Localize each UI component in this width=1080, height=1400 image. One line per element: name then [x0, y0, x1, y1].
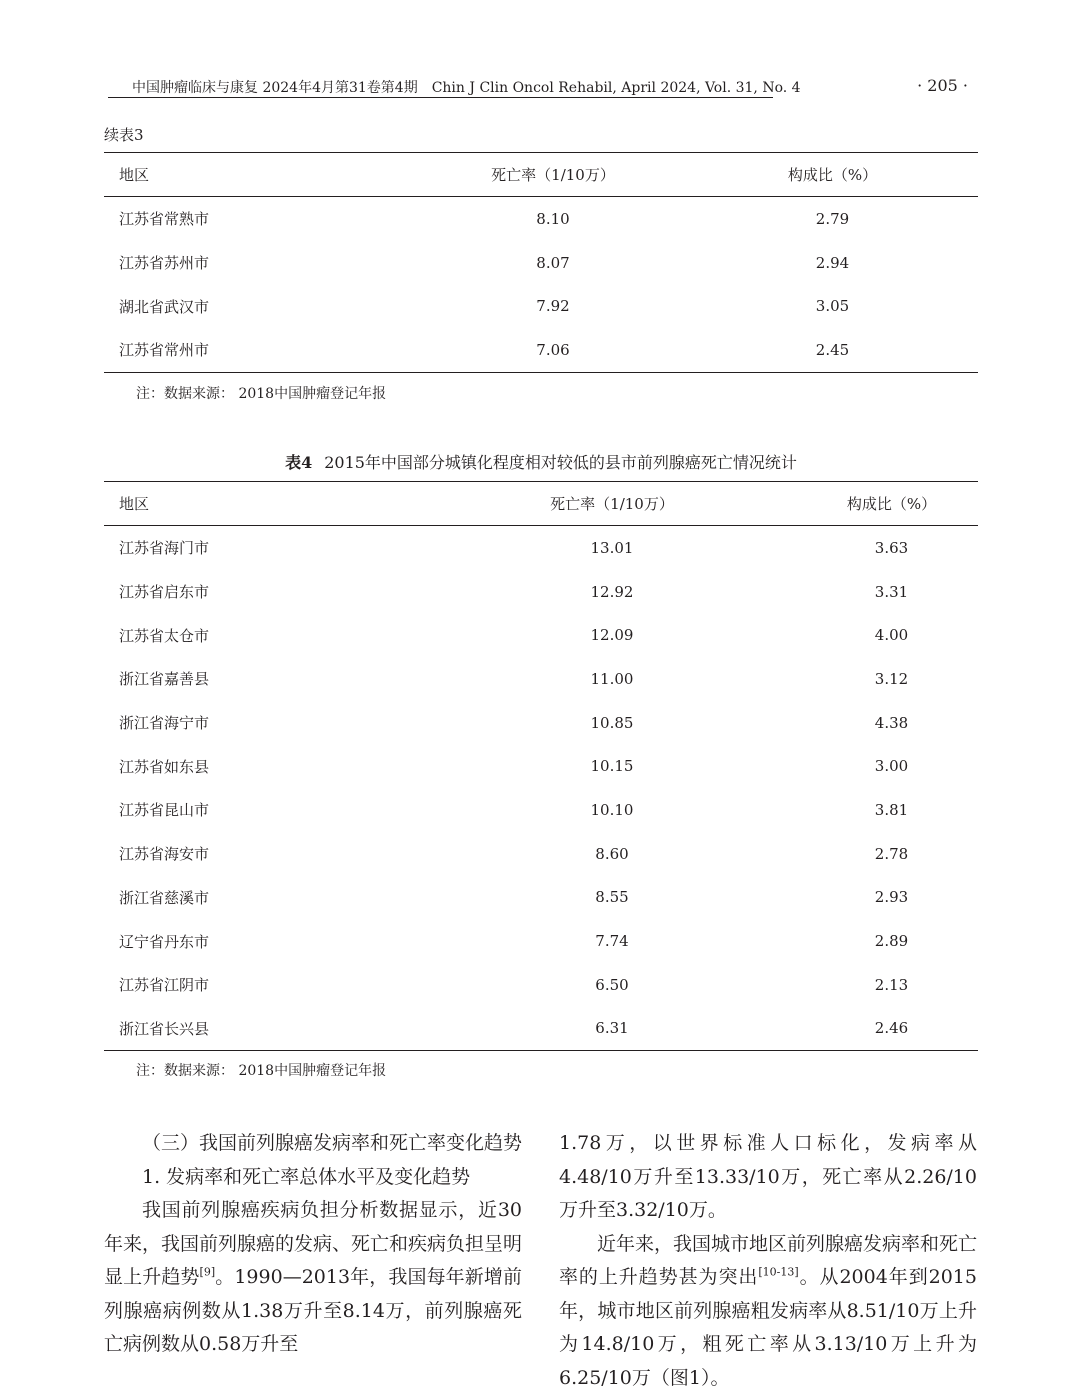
body-column-left [104, 1127, 522, 1362]
cell-region: 江苏省苏州市 [119, 254, 210, 273]
cell-proportion: 3.00 [874, 757, 909, 776]
table3-caption: 续表3 [104, 126, 144, 144]
cell-proportion: 4.00 [874, 626, 909, 645]
cell-mortality-rate: 11.00 [590, 669, 634, 688]
citation: [9] [199, 1265, 216, 1279]
body-column-right [559, 1127, 977, 1395]
cell-mortality-rate: 12.92 [590, 582, 634, 601]
cell-region: 浙江省嘉善县 [119, 670, 210, 689]
cell-proportion: 2.78 [874, 844, 909, 863]
cell-mortality-rate: 10.10 [590, 800, 634, 819]
header-rule [108, 97, 773, 98]
cell-region: 江苏省常州市 [104, 328, 419, 372]
table4-header-row [104, 482, 978, 526]
table-row [104, 197, 978, 241]
table-row [104, 526, 978, 570]
cell-region: 湖北省武汉市 [119, 297, 210, 316]
table4-label: 表4 [285, 453, 313, 472]
column-header-region: 地区 [104, 482, 419, 526]
cell-region: 浙江省长兴县 [104, 1007, 419, 1051]
table4-title: 2015年中国部分城镇化程度相对较低的县市前列腺癌死亡情况统计 [324, 453, 797, 472]
cell-mortality-rate: 7.74 [595, 932, 629, 951]
cell-region: 江苏省昆山市 [119, 801, 210, 820]
cell-region: 江苏省如东县 [119, 757, 210, 776]
cell-proportion: 3.63 [874, 538, 909, 557]
column-header-proportion: 构成比（%） [805, 482, 978, 526]
running-title: 中国肿瘤临床与康复 2024年4月第31卷第4期 Chin J Clin Oncol Rehabil, April 2024, Vol. 31, No. 4 [132, 80, 801, 96]
cell-region: 江苏省江阴市 [119, 976, 210, 995]
cell-proportion: 2.46 [805, 1007, 978, 1051]
cell-proportion: 2.13 [874, 975, 909, 994]
table-row [104, 744, 978, 788]
cell-proportion: 3.12 [874, 669, 909, 688]
cell-mortality-rate: 13.01 [590, 538, 634, 557]
cell-mortality-rate: 8.60 [595, 844, 629, 863]
table-row [104, 832, 978, 876]
table-row [104, 876, 978, 920]
table4-note: 注：数据来源： 2018中国肿瘤登记年报 [136, 1063, 387, 1079]
cell-mortality-rate: 12.09 [590, 626, 634, 645]
table-row [104, 701, 978, 745]
table-row [104, 241, 978, 285]
subheading: 1. 发病率和死亡率总体水平及变化趋势 [142, 1165, 471, 1188]
table3 [104, 152, 978, 373]
page-header [108, 74, 978, 100]
table-row [104, 570, 978, 614]
page-number: · 205 · [917, 76, 968, 95]
cell-mortality-rate: 8.07 [536, 253, 570, 272]
cell-region: 浙江省慈溪市 [119, 888, 210, 907]
table-row [104, 284, 978, 328]
cell-proportion: 2.89 [874, 932, 909, 951]
cell-proportion: 3.81 [874, 800, 909, 819]
table-row [104, 328, 978, 372]
cell-region: 江苏省启东市 [119, 583, 210, 602]
cell-mortality-rate: 6.50 [595, 975, 629, 994]
cell-region: 江苏省太仓市 [119, 626, 210, 645]
table-row [104, 613, 978, 657]
paragraph [559, 1228, 977, 1396]
paragraph-text: 。从2004年到2015年，城市地区前列腺癌粗发病率从8.51/10万上升为14.8/10万，粗死亡率从3.13/10万上升为6.25/10万（图1）。 [559, 1266, 977, 1389]
table-row [104, 919, 978, 963]
column-header-mortality: 死亡率（1/10万） [419, 482, 805, 526]
cell-proportion: 2.45 [687, 328, 978, 372]
column-header-mortality: 死亡率（1/10万） [419, 153, 687, 197]
cell-mortality-rate: 7.06 [419, 328, 687, 372]
paragraph-text: 我国前列腺癌疾病负担分析数据显示，近30年来，我国前列腺癌的发病、死亡和疾病负担呈明显上升趋势 [104, 1199, 523, 1288]
cell-proportion: 2.79 [815, 209, 850, 228]
cell-mortality-rate: 10.15 [590, 757, 634, 776]
table4-caption [104, 450, 978, 473]
table4 [104, 481, 978, 1051]
paragraph-text: 近年来，我国城市地区前列腺癌发病率和死亡率的上升趋势甚为突出 [559, 1232, 978, 1288]
cell-mortality-rate: 10.85 [590, 713, 634, 732]
table3-body [104, 197, 978, 373]
table4-body [104, 526, 978, 1051]
cell-mortality-rate: 8.55 [595, 888, 629, 907]
table-row [104, 1007, 978, 1051]
cell-mortality-rate: 6.31 [419, 1007, 805, 1051]
table3-header-row [104, 153, 978, 197]
table-row [104, 657, 978, 701]
table-row [104, 963, 978, 1007]
cell-region: 江苏省常熟市 [119, 210, 210, 229]
table3-note: 注：数据来源： 2018中国肿瘤登记年报 [136, 386, 387, 402]
section-heading: （三）我国前列腺癌发病率和死亡率变化趋势 [142, 1132, 523, 1154]
cell-proportion: 2.94 [815, 253, 850, 272]
cell-mortality-rate: 7.92 [536, 297, 570, 316]
cell-region: 浙江省海宁市 [119, 714, 210, 733]
cell-region: 江苏省海安市 [119, 845, 210, 864]
column-header-proportion: 构成比（%） [687, 153, 978, 197]
cell-proportion: 2.93 [874, 888, 909, 907]
cell-proportion: 4.38 [874, 713, 909, 732]
cell-proportion: 3.31 [874, 582, 909, 601]
cell-region: 辽宁省丹东市 [119, 932, 210, 951]
cell-mortality-rate: 8.10 [536, 209, 570, 228]
paragraph-text: 。1990—2013年，我国每年新增前列腺癌病例数从1.38万升至8.14万，前列腺癌死亡病例数从0.58万升至 [104, 1266, 522, 1355]
column-header-region: 地区 [104, 153, 419, 197]
cell-proportion: 3.05 [815, 297, 850, 316]
citation: [10-13] [758, 1265, 799, 1279]
paragraph [104, 1194, 522, 1362]
table-row [104, 788, 978, 832]
paragraph: 1.78万，以世界标准人口标化，发病率从4.48/10万升至13.33/10万，死亡率从2.26/10万升至3.32/10万。 [559, 1132, 977, 1221]
cell-region: 江苏省海门市 [119, 539, 210, 558]
